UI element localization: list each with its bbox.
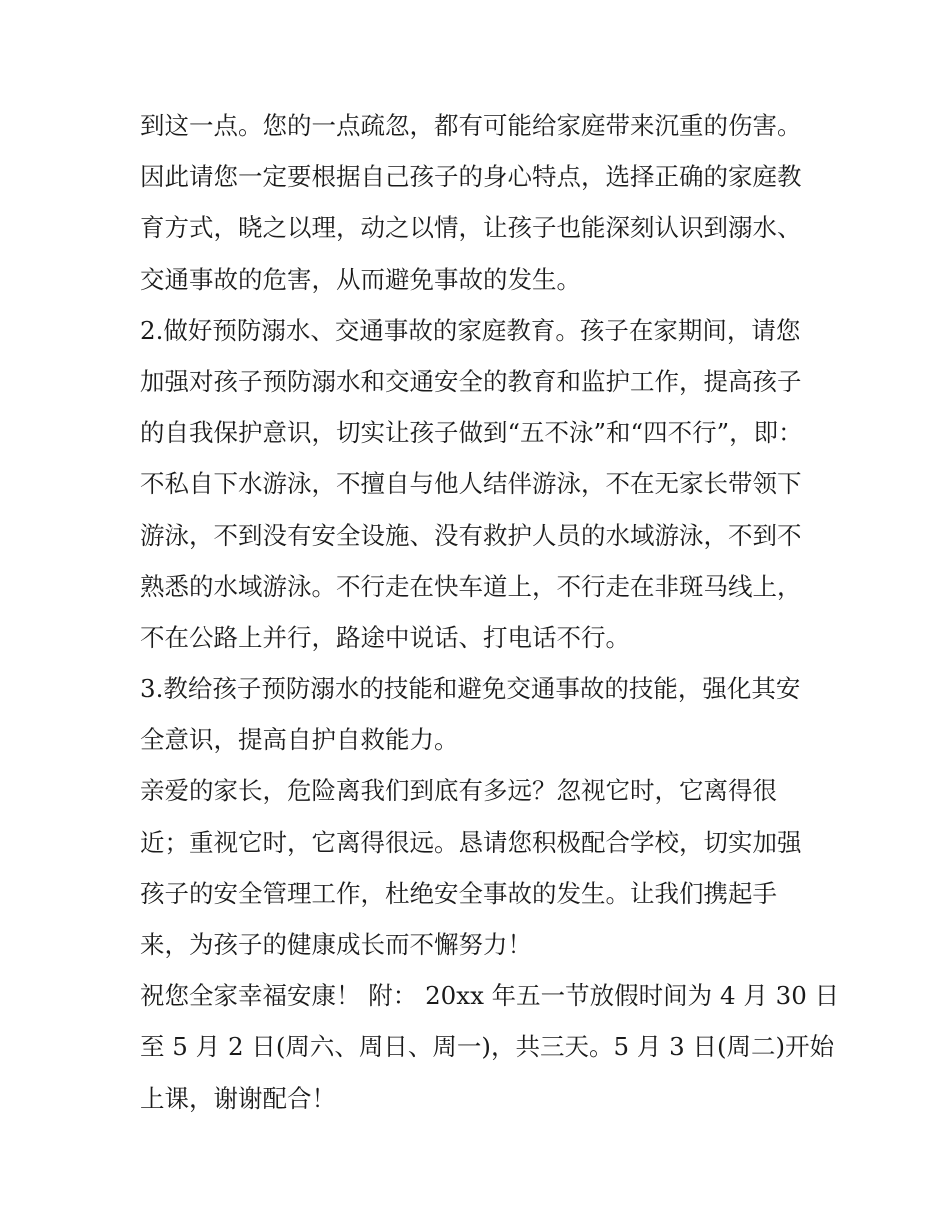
text-line: 熟悉的水域游泳。不行走在快车道上，不行走在非斑马线上， bbox=[140, 571, 802, 601]
text-line: 育方式，晓之以理，动之以情，让孩子也能深刻认识到溺水、 bbox=[140, 213, 802, 243]
body-text bbox=[140, 100, 840, 1124]
text-line: 亲爱的家长，危险离我们到底有多远？忽视它时，它离得很 bbox=[140, 776, 777, 806]
text-line: 全意识，提高自护自救能力。 bbox=[140, 725, 459, 755]
text-line: 不在公路上并行，路途中说话、打电话不行。 bbox=[140, 622, 630, 652]
text-line: 祝您全家幸福安康！ 附： 20xx 年五一节放假时间为 4 月 30 日 bbox=[140, 981, 840, 1011]
text-line: 来，为孩子的健康成长而不懈努力！ bbox=[140, 930, 532, 959]
text-line: 孩子的安全管理工作，杜绝安全事故的发生。让我们携起手 bbox=[140, 878, 777, 908]
text-line: 近；重视它时，它离得很远。恳请您积极配合学校，切实加强 bbox=[140, 827, 802, 857]
text-line: 游泳，不到没有安全设施、没有救护人员的水域游泳，不到不 bbox=[140, 520, 802, 550]
text-line: 交通事故的危害，从而避免事故的发生。 bbox=[140, 264, 581, 294]
text-line: 3.教给孩子预防溺水的技能和避免交通事故的技能，强化其安 bbox=[140, 674, 801, 704]
text-line: 因此请您一定要根据自己孩子的身心特点，选择正确的家庭教 bbox=[140, 162, 802, 192]
text-line: 到这一点。您的一点疏忽，都有可能给家庭带来沉重的伤害。 bbox=[140, 111, 802, 140]
text-line: 不私自下水游泳，不擅自与他人结伴游泳，不在无家长带领下 bbox=[140, 469, 802, 499]
text-line: 加强对孩子预防溺水和交通安全的教育和监护工作，提高孩子 bbox=[140, 366, 802, 396]
text-line: 至 5 月 2 日(周六、周日、周一)，共三天。5 月 3 日(周二)开始 bbox=[140, 1032, 835, 1062]
text-line: 2.做好预防溺水、交通事故的家庭教育。孩子在家期间，请您 bbox=[140, 315, 801, 345]
text-line: 的自我保护意识，切实让孩子做到“五不泳”和“四不行”，即： bbox=[140, 418, 803, 448]
text-line: 上课，谢谢配合！ bbox=[140, 1083, 336, 1113]
